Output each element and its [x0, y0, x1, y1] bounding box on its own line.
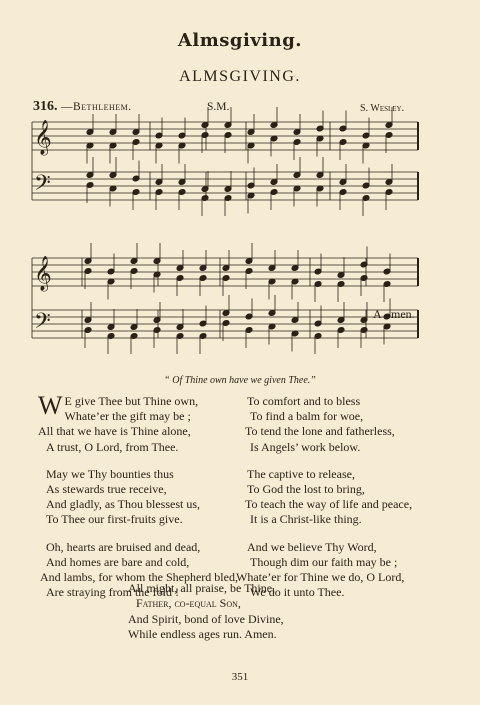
stanza [245, 394, 445, 455]
verse-line: And Spirit, bond of love Divine, [128, 611, 284, 626]
verse-line: It is a Christ-like thing. [250, 512, 362, 527]
verse-line: May we Thy bounties thus [46, 466, 174, 481]
verse-line: The captive to release, [247, 466, 355, 481]
bass-clef: 𝄢 [34, 171, 51, 201]
verse-line: To teach the way of life and peace, [245, 497, 413, 512]
running-head: Almsgiving. [177, 30, 303, 51]
stanza [38, 467, 238, 528]
stanza [38, 391, 238, 455]
verse-line: Oh, hearts are bruised and dead, [46, 539, 201, 554]
verse-line: Whate’er for Thine we do, O Lord, [236, 570, 405, 585]
verse-line: And lambs, for whom the Shepherd bled, [40, 570, 238, 585]
treble-clef: 𝄞 [34, 120, 52, 155]
composer: S. Wesley. [360, 103, 405, 114]
verses-right-column [236, 394, 445, 612]
verse-line: Are straying from the fold ! [46, 585, 179, 600]
verse-line: To comfort and to bless [247, 394, 361, 408]
verse-line: To Thee our first-fruits give. [46, 512, 183, 527]
verse-line: All that we have is Thine alone, [38, 424, 191, 439]
tune-name: —Bethlehem. [61, 101, 132, 113]
verse-line: W E give Thee but Thine own, [38, 391, 199, 420]
treble-clef: 𝄞 [34, 256, 52, 291]
verse-line: We do it unto Thee. [250, 585, 345, 600]
verse-line: To tend the lone and fatherless, [245, 424, 395, 439]
verse-line: Father, co-equal Son, [136, 596, 241, 611]
drop-cap: W [38, 391, 63, 420]
verse-line: Is Angels’ work below. [250, 439, 361, 454]
verse-line: As stewards true receive, [46, 482, 167, 497]
stanza [245, 467, 445, 528]
verse-line: Whate’er the gift may be ; [64, 409, 191, 424]
verse-line: While endless ages run. Amen. [128, 626, 277, 641]
verse-line: And we believe Thy Word, [247, 539, 377, 554]
verse-line: A trust, O Lord, from Thee. [46, 439, 179, 454]
verse-line: Though dim our faith may be ; [250, 554, 398, 569]
page-number: 351 [231, 671, 249, 683]
verse-line: All might, all praise, be Thine, [128, 581, 276, 595]
meter: S.M. [207, 101, 230, 113]
verse-line: To find a balm for woe, [250, 409, 364, 424]
amen-lyric: A - men. [373, 307, 415, 321]
verse-line: And homes are bare and cold, [46, 554, 190, 569]
verse-line: And gladly, as Thou blessest us, [46, 497, 200, 512]
hymn-number: 316. [33, 99, 58, 114]
verses-left-column [38, 391, 238, 612]
bass-clef: 𝄢 [34, 309, 51, 339]
hymn-section-title: ALMSGIVING. [179, 68, 301, 85]
epigraph: “ Of Thine own have we given Thee.” [164, 375, 316, 386]
doxology [128, 581, 284, 642]
verse-line: To God the lost to bring, [247, 482, 365, 497]
